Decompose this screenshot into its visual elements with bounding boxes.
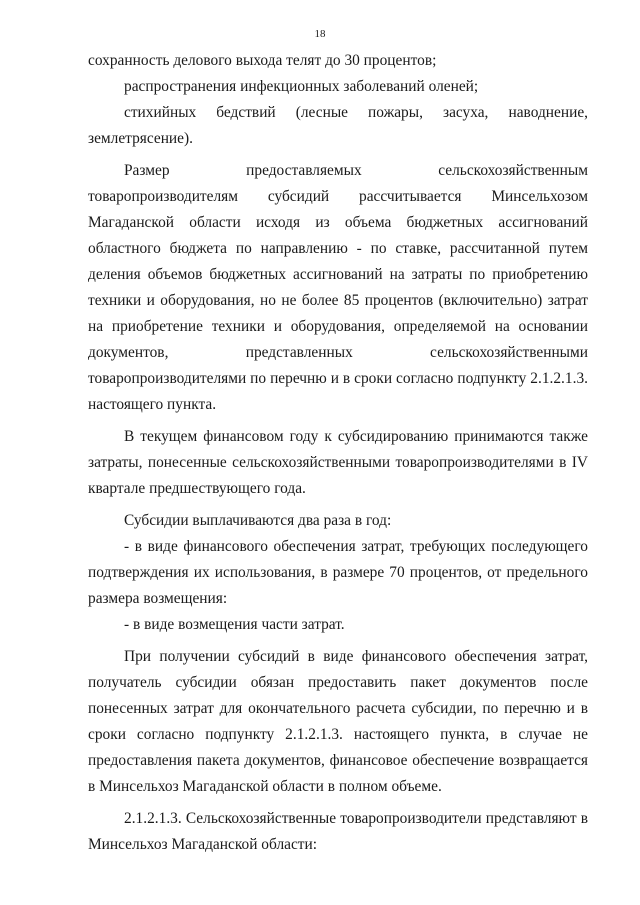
paragraph-calves-retention: сохранность делового выхода телят до 30 процентов; xyxy=(88,52,437,69)
paragraph-payment-schedule: Субсидии выплачиваются два раза в год: xyxy=(124,512,392,529)
paragraph-reimbursement-item: - в виде возмещения части затрат. xyxy=(124,616,345,633)
page-number: 18 xyxy=(314,28,326,40)
paragraph-deer-diseases: распространения инфекционных заболеваний оленей; xyxy=(124,78,479,95)
paragraph-subsidy-amount: Размер предоставляемых сельскохозяйственным товаропроизводителям субсидий рассчитывается Минсельхозом Магаданской области исходя из объема бюджетных ассигнований областного бюджета по направлению - по ставке, рассчитанной путем деления объемов бюджетных ассигнований на затраты по приобретению техники и оборудования, но не более 85 процентов (включительно) затрат на приобретение техники и оборудования, определяемой на основании документов, представленных сельскохозяйственными товаропроизводителями по перечню и в сроки согласно подпункту 2.1.2.1.3. настоящего пункта. xyxy=(88,162,588,413)
paragraph-natural-disasters: стихийных бедствий (лесные пожары, засуха, наводнение, землетрясение). xyxy=(88,104,588,147)
paragraph-documents-obligation: При получении субсидий в виде финансового обеспечения затрат, получатель субсидии обязан предоставить пакет документов после понесенных затрат для окончательного расчета субсидии, по перечню и в сроки согласно подпункту 2.1.2.1.3. настоящего пункта, в случае не предоставления пакета документов, финансовое обеспечение возвращается в Минсельхоз Магаданской области в полном объеме. xyxy=(88,648,588,795)
paragraph-section-2-1-2-1-3: 2.1.2.1.3. Сельскохозяйственные товаропроизводители представляют в Минсельхоз Магаданской области: xyxy=(88,810,588,853)
document-body xyxy=(88,48,588,858)
paragraph-financial-support-item: - в виде финансового обеспечения затрат, требующих последующего подтверждения их использования, в размере 70 процентов, от предельного размера возмещения: xyxy=(88,538,588,607)
paragraph-current-year-costs: В текущем финансовом году к субсидированию принимаются также затраты, понесенные сельскохозяйственными товаропроизводителями в IV квартале предшествующего года. xyxy=(88,428,588,497)
